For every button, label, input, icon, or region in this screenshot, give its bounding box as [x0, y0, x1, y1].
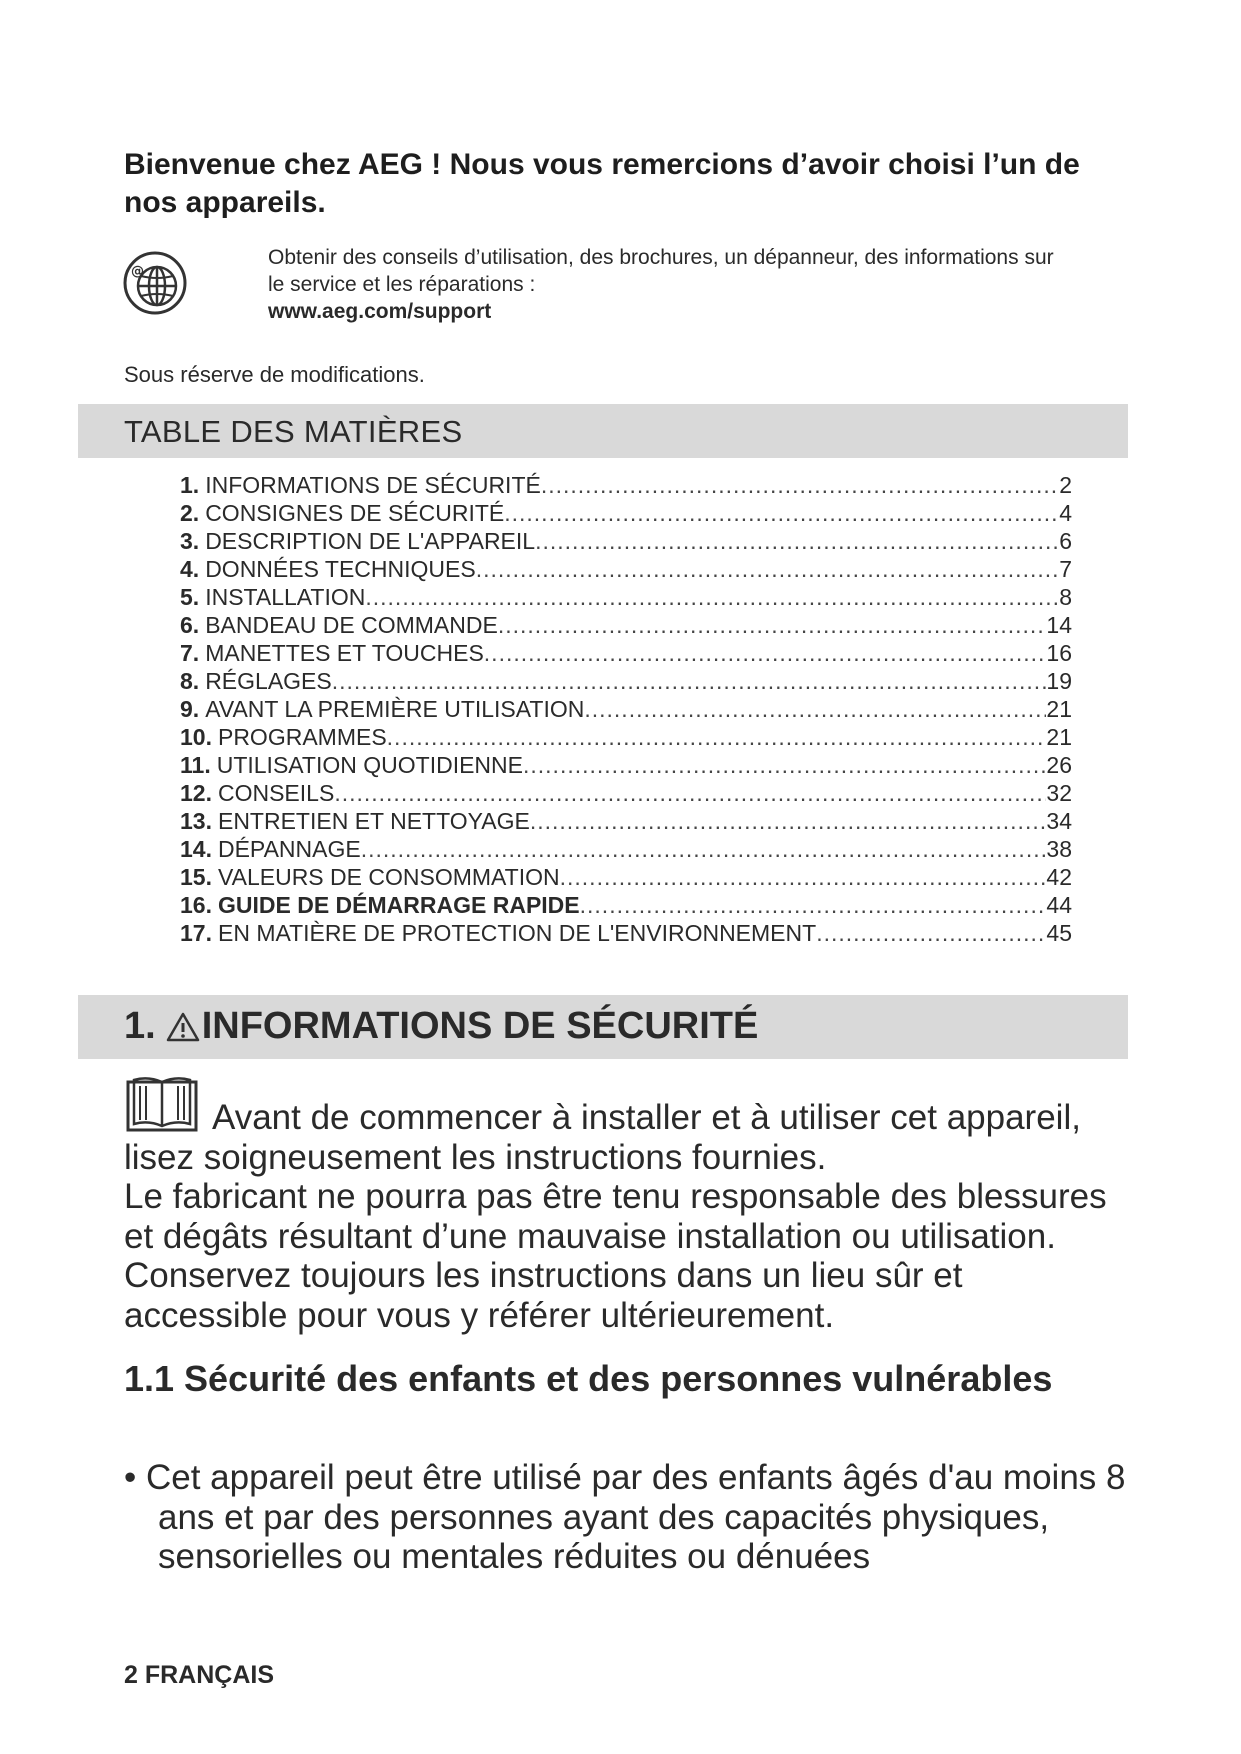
toc-item[interactable] — [180, 612, 1072, 640]
toc-leader-dots — [504, 500, 1059, 527]
toc-item-number: 3. — [180, 528, 200, 554]
section-number: 1. — [124, 1005, 156, 1047]
svg-text:@: @ — [131, 264, 144, 279]
toc-item-label: CONSEILS — [217, 780, 335, 806]
toc-item[interactable] — [180, 752, 1072, 780]
toc-item-page: 44 — [1046, 892, 1072, 918]
toc-leader-dots — [484, 640, 1047, 667]
toc-item-label: DONNÉES TECHNIQUES — [205, 556, 476, 582]
warning-icon — [166, 1012, 200, 1042]
toc-item[interactable] — [180, 724, 1072, 752]
toc-item-number: 10. — [180, 724, 212, 750]
welcome-heading: Bienvenue chez AEG ! Nous vous remercions d’avoir choisi l’un de nos appareils. — [124, 148, 1080, 219]
toc-leader-dots — [535, 528, 1059, 555]
toc-item[interactable] — [180, 864, 1072, 892]
toc-leader-dots — [361, 836, 1047, 863]
table-of-contents — [180, 472, 1072, 948]
toc-item-label: MANETTES ET TOUCHES — [205, 640, 484, 666]
toc-item-page: 8 — [1059, 584, 1072, 610]
toc-item-page: 21 — [1046, 724, 1072, 750]
toc-item[interactable] — [180, 640, 1072, 668]
toc-item[interactable] — [180, 500, 1072, 528]
toc-item-label: ENTRETIEN ET NETTOYAGE — [217, 808, 530, 834]
toc-item-label: RÉGLAGES — [205, 668, 332, 694]
toc-leader-dots — [541, 472, 1059, 499]
toc-leader-dots — [476, 556, 1060, 583]
toc-item[interactable] — [180, 528, 1072, 556]
safety-paragraph-1: Avant de commencer à installer et à utiliser cet appareil, lisez soigneusement les instructions fournies. — [124, 1098, 1081, 1177]
toc-item-label: UTILISATION QUOTIDIENNE — [216, 752, 523, 778]
toc-item-label: EN MATIÈRE DE PROTECTION DE L'ENVIRONNEMENT — [217, 920, 817, 946]
toc-item-label: PROGRAMMES — [217, 724, 387, 750]
toc-leader-dots — [816, 920, 1046, 947]
toc-item[interactable] — [180, 696, 1072, 724]
toc-item-number: 11. — [180, 752, 211, 778]
toc-item-page: 38 — [1046, 836, 1072, 862]
toc-item-number: 6. — [180, 612, 200, 638]
toc-item-number: 8. — [180, 668, 200, 694]
toc-leader-dots — [580, 892, 1047, 919]
toc-item-page: 21 — [1046, 696, 1072, 722]
toc-item-number: 17. — [180, 920, 212, 946]
support-link[interactable]: www.aeg.com/support — [268, 300, 492, 323]
toc-item[interactable] — [180, 668, 1072, 696]
toc-item-number: 1. — [180, 472, 200, 498]
toc-item-page: 2 — [1059, 472, 1072, 498]
toc-leader-dots — [584, 696, 1046, 723]
modifications-notice: Sous réserve de modifications. — [124, 362, 425, 387]
toc-item-page: 32 — [1046, 780, 1072, 806]
toc-item-page: 14 — [1046, 612, 1072, 638]
toc-leader-dots — [334, 780, 1046, 807]
section-header-band — [78, 995, 1128, 1059]
toc-item[interactable] — [180, 556, 1072, 584]
toc-item-label: BANDEAU DE COMMANDE — [205, 612, 498, 638]
toc-item-label: INSTALLATION — [205, 584, 366, 610]
toc-item-page: 45 — [1046, 920, 1072, 946]
section-title-text: INFORMATIONS DE SÉCURITÉ — [201, 1005, 759, 1047]
toc-item-number: 16. — [180, 892, 212, 918]
toc-item[interactable] — [180, 836, 1072, 864]
toc-item-number: 2. — [180, 500, 200, 526]
toc-leader-dots — [560, 864, 1047, 891]
toc-item[interactable] — [180, 920, 1072, 948]
toc-item-label: AVANT LA PREMIÈRE UTILISATION — [205, 696, 585, 722]
toc-item-label: INFORMATIONS DE SÉCURITÉ — [205, 472, 541, 498]
toc-item-number: 15. — [180, 864, 212, 890]
toc-item-page: 34 — [1046, 808, 1072, 834]
toc-item-page: 42 — [1046, 864, 1072, 890]
toc-item-label: DESCRIPTION DE L'APPAREIL — [205, 528, 536, 554]
toc-item-number: 7. — [180, 640, 200, 666]
toc-item-number: 5. — [180, 584, 200, 610]
subsection-heading: 1.1 Sécurité des enfants et des personnes vulnérables — [124, 1358, 1053, 1399]
page-footer: 2 FRANÇAIS — [124, 1661, 275, 1689]
toc-leader-dots — [498, 612, 1047, 639]
toc-title: TABLE DES MATIÈRES — [124, 414, 463, 449]
section-title — [124, 1005, 758, 1048]
toc-item[interactable] — [180, 584, 1072, 612]
toc-item-page: 19 — [1046, 668, 1072, 694]
toc-leader-dots — [365, 584, 1059, 611]
toc-item-number: 12. — [180, 780, 212, 806]
toc-item-label: DÉPANNAGE — [217, 836, 361, 862]
toc-leader-dots — [332, 668, 1047, 695]
toc-item[interactable] — [180, 892, 1072, 920]
toc-item-number: 14. — [180, 836, 212, 862]
toc-item-page: 4 — [1059, 500, 1072, 526]
toc-item-number: 9. — [180, 696, 200, 722]
toc-item-number: 13. — [180, 808, 212, 834]
toc-leader-dots — [387, 724, 1047, 751]
toc-item[interactable] — [180, 472, 1072, 500]
toc-header-band — [78, 404, 1128, 458]
toc-leader-dots — [523, 752, 1046, 779]
safety-intro — [124, 1098, 1134, 1335]
bullet-item: • Cet appareil peut être utilisé par des enfants âgés d'au moins 8 ans et par des personnes ayant des capacités physiques, sensorielles ou mentales réduites ou dénuées — [124, 1458, 1126, 1576]
toc-leader-dots — [530, 808, 1047, 835]
toc-item-label: VALEURS DE CONSOMMATION — [217, 864, 560, 890]
toc-item[interactable] — [180, 780, 1072, 808]
toc-item-page: 16 — [1046, 640, 1072, 666]
support-line-2: le service et les réparations : — [268, 273, 536, 296]
toc-item-number: 4. — [180, 556, 200, 582]
toc-item-page: 26 — [1046, 752, 1072, 778]
toc-item[interactable] — [180, 808, 1072, 836]
safety-paragraph-2: Le fabricant ne pourra pas être tenu responsable des blessures et dégâts résultant d’une mauvaise installation ou utilisation. Conservez toujours les instructions dans un lieu sûr et accessible pour vous y référer ultérieurement. — [124, 1177, 1107, 1335]
toc-item-page: 7 — [1059, 556, 1072, 582]
support-info — [268, 244, 1128, 325]
toc-item-page: 6 — [1059, 528, 1072, 554]
globe-icon — [122, 250, 188, 316]
toc-item-label: GUIDE DE DÉMARRAGE RAPIDE — [217, 892, 580, 918]
support-line-1: Obtenir des conseils d’utilisation, des brochures, un dépanneur, des informations sur — [268, 246, 1054, 269]
toc-item-label: CONSIGNES DE SÉCURITÉ — [205, 500, 505, 526]
